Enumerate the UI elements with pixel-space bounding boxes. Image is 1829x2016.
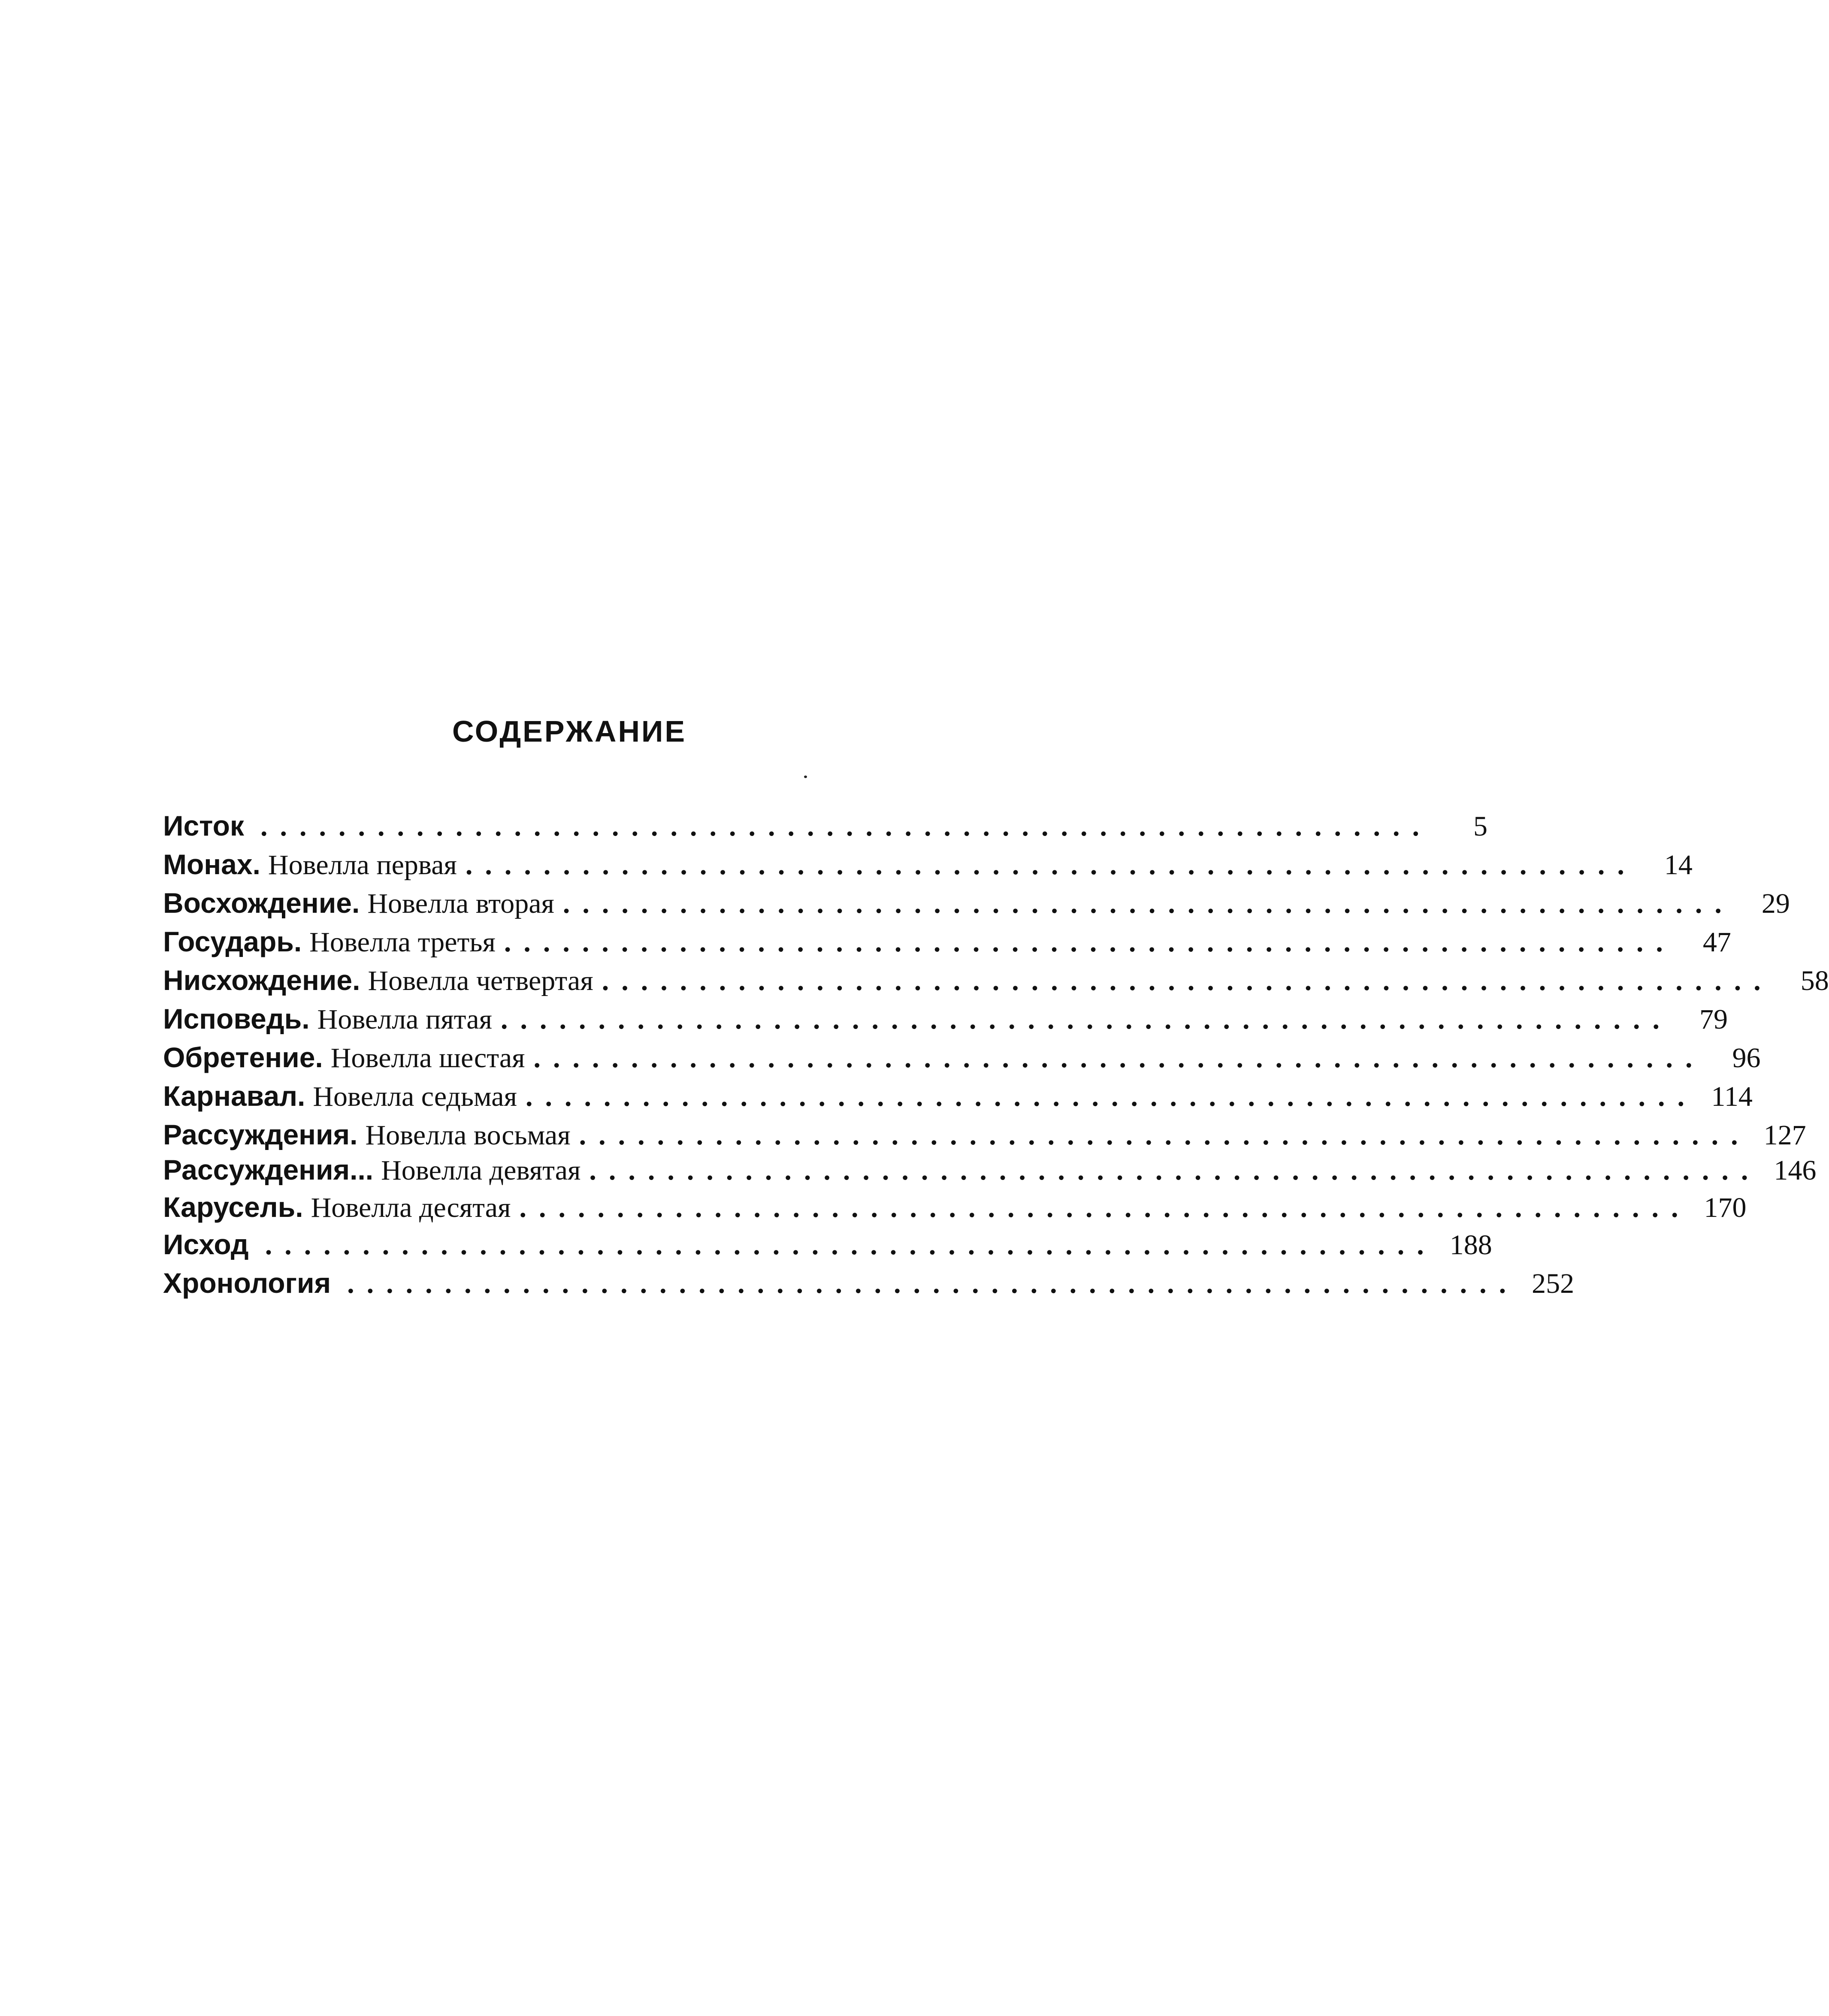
toc-entry: [163, 922, 1731, 961]
entry-subtitle: Новелла третья: [309, 927, 496, 958]
entry-page-number: 29: [1761, 888, 1790, 919]
entry-title: Исход: [163, 1228, 249, 1260]
dot-leader: ............................................................: [602, 965, 1773, 996]
entry-page-number: 14: [1664, 849, 1693, 881]
toc-entry: [163, 806, 1487, 845]
toc-entry: [163, 999, 1728, 1038]
entry-title: Монах.: [163, 848, 260, 880]
dot-leader: ............................................................: [347, 1268, 1519, 1299]
entry-subtitle: Новелла пятая: [317, 1004, 492, 1035]
dot-leader: ............................................................: [265, 1229, 1436, 1261]
entry-subtitle: Новелла десятая: [311, 1192, 511, 1223]
entry-page-number: 58: [1800, 965, 1829, 996]
dot-leader: ............................................................: [533, 1042, 1705, 1074]
entry-page-number: 96: [1732, 1042, 1761, 1074]
toc-entry: [163, 1038, 1761, 1077]
entry-page-number: 79: [1699, 1004, 1728, 1035]
dot-leader: ............................................................: [589, 1155, 1761, 1186]
entry-page-number: 170: [1704, 1192, 1747, 1223]
entry-page-number: 114: [1711, 1081, 1753, 1112]
entry-title: Государь.: [163, 926, 302, 957]
entry-subtitle: Новелла девятая: [381, 1155, 581, 1186]
toc-entry: [163, 884, 1790, 922]
dot-leader: ............................................................: [500, 1004, 1672, 1035]
dot-leader: ............................................................: [260, 811, 1432, 842]
entry-subtitle: Новелла седьмая: [313, 1081, 517, 1112]
dot-leader: ............................................................: [465, 849, 1637, 881]
dot-leader: ............................................................: [579, 1120, 1750, 1151]
entry-page-number: 146: [1774, 1155, 1817, 1186]
toc-entry: [163, 1115, 1806, 1154]
entry-subtitle: Новелла шестая: [330, 1042, 525, 1074]
toc-entry: [163, 1077, 1753, 1115]
toc-entry: [163, 845, 1693, 884]
dot-leader: ............................................................: [504, 927, 1675, 958]
entry-title: Карнавал.: [163, 1080, 305, 1112]
toc-entry: [163, 1154, 1817, 1186]
entry-title: Рассуждения.: [163, 1119, 358, 1150]
entry-title: Исток: [163, 810, 244, 842]
dot-leader: ............................................................: [519, 1192, 1691, 1223]
entry-subtitle: Новелла вторая: [367, 888, 554, 919]
entry-subtitle: Новелла первая: [268, 849, 457, 881]
entry-title: Карусель.: [163, 1191, 303, 1223]
toc-entry: [163, 961, 1829, 999]
dot-leader: ............................................................: [562, 888, 1734, 919]
entry-page-number: 47: [1702, 927, 1731, 958]
dot-leader: ............................................................: [525, 1081, 1697, 1112]
entry-title: Нисхождение.: [163, 964, 360, 996]
entry-subtitle: Новелла восьмая: [365, 1120, 571, 1151]
toc-entry: [163, 1186, 1747, 1225]
entry-title: Хронология: [163, 1267, 331, 1299]
entry-title: Восхождение.: [163, 887, 360, 919]
toc-entry: [163, 1264, 1575, 1302]
entry-subtitle: Новелла четвертая: [368, 965, 593, 996]
entry-page-number: 5: [1473, 811, 1487, 842]
table-of-contents: [163, 806, 1829, 1302]
entry-page-number: 127: [1763, 1120, 1806, 1151]
entry-title: Рассуждения...: [163, 1154, 374, 1186]
entry-title: Обретение.: [163, 1041, 323, 1073]
entry-page-number: 188: [1449, 1229, 1492, 1261]
toc-entry: [163, 1225, 1492, 1264]
entry-page-number: 252: [1532, 1268, 1575, 1299]
print-speck: [804, 776, 807, 778]
toc-heading: СОДЕРЖАНИЕ: [452, 715, 687, 748]
entry-title: Исповедь.: [163, 1003, 310, 1035]
